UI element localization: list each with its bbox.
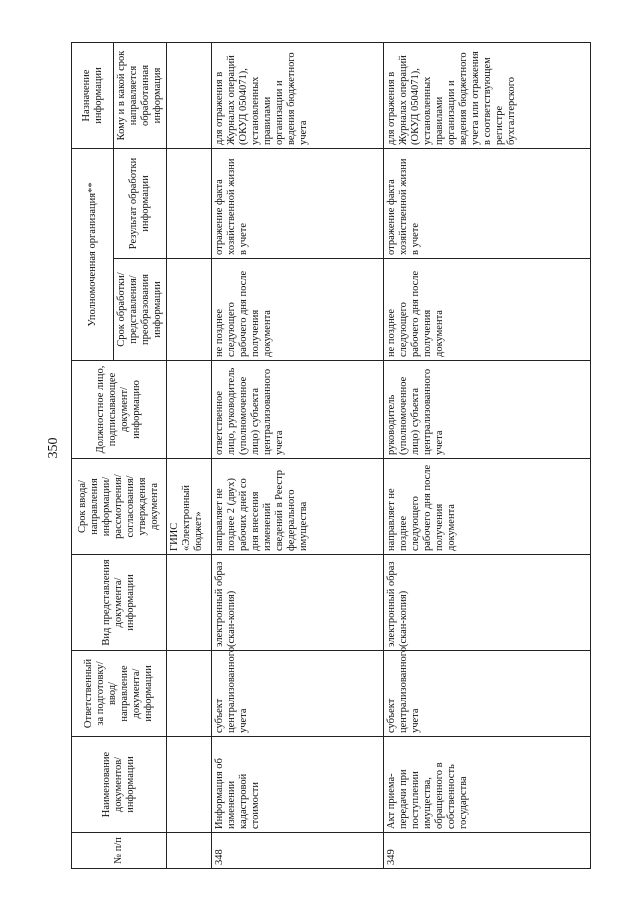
table-cell bbox=[167, 833, 212, 869]
row-responsible: субъект централизованного учета bbox=[383, 651, 590, 737]
header-type: Вид представления документа/ информации bbox=[72, 555, 167, 651]
header-term: Срок ввода/ направления информации/ рассмотрения/ согласования/ утверждения документа bbox=[72, 459, 167, 555]
row-name: Акт приема-передачи при поступлении имущества, обращенного в собственность государства bbox=[383, 737, 590, 833]
header-purpose: Назначение информации bbox=[72, 43, 114, 149]
row-proc-result: отражение факта хозяйственной жизни в учете bbox=[383, 149, 590, 259]
row-responsible: субъект централизованного учета bbox=[211, 651, 383, 737]
table-cell bbox=[167, 651, 212, 737]
table-cell bbox=[167, 361, 212, 459]
header-authorized-org: Уполномоченная организация** bbox=[72, 149, 114, 361]
row-official: руководитель (уполномоченное лицо) субъекта централизованного учета bbox=[383, 361, 590, 459]
table-row bbox=[211, 43, 383, 869]
table-cell bbox=[167, 259, 212, 361]
row-proc-result: отражение факта хозяйственной жизни в учете bbox=[211, 149, 383, 259]
table-cell bbox=[167, 43, 212, 149]
header-proc-result: Результат обработки информации bbox=[114, 149, 167, 259]
row-recipient: для отражения в Журналах операций (ОКУД 0504071), установленных правилами организации и ведения бюджетного учета или отражения в соответствующем регистре бухгалтерского bbox=[383, 43, 590, 149]
table-cell bbox=[167, 737, 212, 833]
table-cell bbox=[167, 555, 212, 651]
row-term: направляет не позднее 2 (двух) рабочих дней со дня внесения изменений сведений в Реестр федерального имущества bbox=[211, 459, 383, 555]
row-recipient: для отражения в Журналах операций (ОКУД 0504071), установленных правилами организации и ведения бюджетного учета bbox=[211, 43, 383, 149]
page-number: 350 bbox=[46, 437, 61, 459]
header-recipient: Кому и в какой срок направляется обработанная информация bbox=[114, 43, 167, 149]
row-type: электронный образ (скан-копия) bbox=[211, 555, 383, 651]
header-responsible: Ответственный за подготовку/ ввод/ направление документа/ информации bbox=[72, 651, 167, 737]
rotated-table-wrapper bbox=[71, 43, 591, 869]
row-num: 349 bbox=[383, 833, 590, 869]
document-sheet bbox=[71, 43, 591, 869]
row-official: ответственное лицо, руководитель (уполномоченное лицо) субъекта централизованного учета bbox=[211, 361, 383, 459]
table-row bbox=[383, 43, 590, 869]
header-num: № п/п bbox=[72, 833, 167, 869]
header-name: Наименование документов/информации bbox=[72, 737, 167, 833]
gis-label: ГИИС «Электронный бюджет» bbox=[167, 459, 212, 555]
row-proc-term: не позднее следующего рабочего дня после получения документа bbox=[383, 259, 590, 361]
row-proc-term: не позднее следующего рабочего дня после получения документа bbox=[211, 259, 383, 361]
table-row-gis bbox=[167, 43, 212, 869]
row-name: Информация об изменении кадастровой стоимости bbox=[211, 737, 383, 833]
table-cell bbox=[167, 149, 212, 259]
regulation-table bbox=[71, 42, 591, 869]
header-official: Должностное лицо, подписывающее документ/ информацию bbox=[72, 361, 167, 459]
row-type: электронный образ (скан-копия) bbox=[383, 555, 590, 651]
header-proc-term: Срок обработки/ представления/ преобразования информации bbox=[114, 259, 167, 361]
row-num: 348 bbox=[211, 833, 383, 869]
row-term: направляет не позднее следующего рабочего дня после получения документа bbox=[383, 459, 590, 555]
header-row bbox=[72, 43, 114, 869]
